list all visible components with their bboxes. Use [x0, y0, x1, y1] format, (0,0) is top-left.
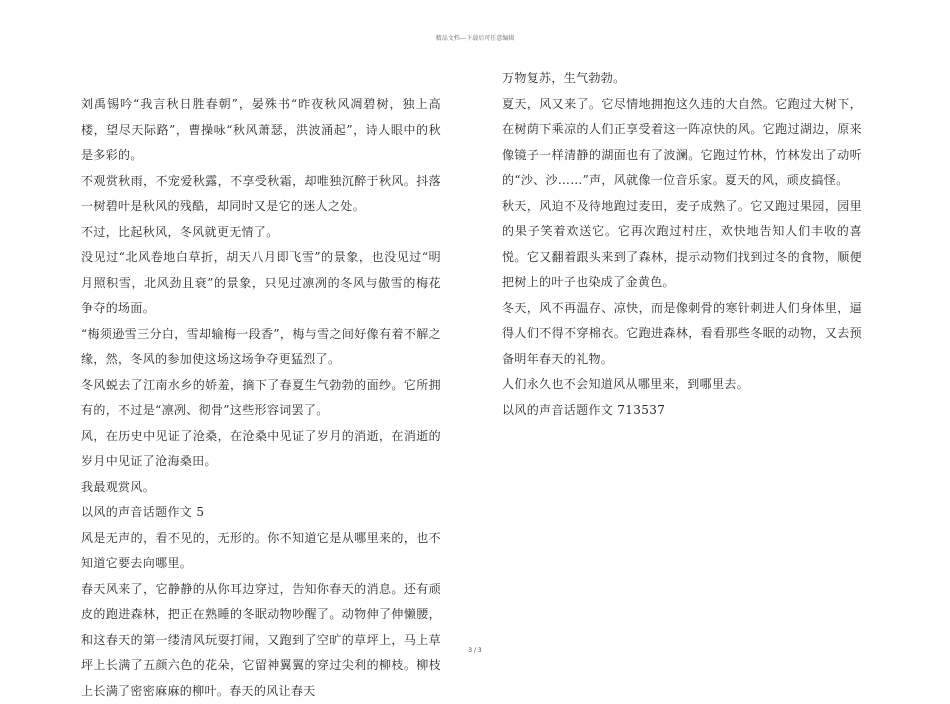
section-heading: 以风的声音话题作文 713537 [502, 398, 862, 424]
paragraph: 我最观赏风。 [81, 475, 441, 501]
paragraph: 不观赏秋雨，不宠爱秋露，不享受秋霜，却唯独沉醉于秋风。抖落一树碧叶是秋风的残酷，却同时又是它的迷人之处。 [81, 169, 441, 220]
section-heading: 以风的声音话题作文 5 [81, 500, 441, 526]
page-number: 3 / 3 [0, 647, 950, 654]
paragraph: 冬风蜕去了江南水乡的娇羞，摘下了春夏生气勃勃的面纱。它所拥有的，不过是“凛冽、彻骨”这些形容词罢了。 [81, 373, 441, 424]
left-text-column [81, 92, 441, 704]
paragraph: 不过，比起秋风，冬风就更无情了。 [81, 220, 441, 246]
paragraph: 万物复苏，生气勃勃。 [502, 66, 862, 92]
paragraph: 刘禹锡吟“我言秋日胜春朝”，晏殊书“昨夜秋风凋碧树，独上高楼，望尽天际路”，曹操咏“秋风萧瑟，洪波涌起”，诗人眼中的秋是多彩的。 [81, 92, 441, 169]
paragraph: 风是无声的，看不见的，无形的。你不知道它是从哪里来的，也不知道它要去向哪里。 [81, 526, 441, 577]
paragraph: 人们永久也不会知道风从哪里来，到哪里去。 [502, 372, 862, 398]
paragraph: 冬天，风不再温存、凉快，而是像刺骨的寒针刺进人们身体里，逼得人们不得不穿棉衣。它跑进森林，看看那些冬眠的动物，又去预备明年春天的礼物。 [502, 296, 862, 373]
paragraph: 春天风来了，它静静的从你耳边穿过，告知你春天的消息。还有顽皮的跑进森林，把正在熟睡的冬眠动物吵醒了。动物伸了伸懒腰，和这春天的第一缕清风玩耍打闹，又跑到了空旷的草坪上，马上草坪上长满了五颜六色的花朵，它留神翼翼的穿过尖利的柳枝。柳枝上长满了密密麻麻的柳叶。春天的风让春天 [81, 577, 441, 704]
paragraph: 风，在历史中见证了沧桑，在沧桑中见证了岁月的消逝，在消逝的岁月中见证了沧海桑田。 [81, 424, 441, 475]
right-text-column [502, 66, 862, 423]
page-header: 精品文档---下载后可任意编辑 [0, 33, 950, 42]
paragraph: 没见过“北风卷地白草折，胡天八月即飞雪”的景象，也没见过“明月照积雪，北风劲且衰”的景象，只见过凛冽的冬风与傲雪的梅花争夺的场面。 [81, 245, 441, 322]
paragraph: 夏天，风又来了。它尽情地拥抱这久违的大自然。它跑过大树下，在树荫下乘凉的人们正享受着这一阵凉快的风。它跑过湖边，原来像镜子一样清静的湖面也有了波澜。它跑过竹林，竹林发出了动听的“沙、沙……”声，风就像一位音乐家。夏天的风，顽皮搞怪。 [502, 92, 862, 194]
paragraph: 秋天，风迫不及待地跑过麦田，麦子成熟了。它又跑过果园，园里的果子笑着欢送它。它再次跑过村庄，欢快地告知人们丰收的喜悦。它又翻着跟头来到了森林，提示动物们找到过冬的食物，顺便把树上的叶子也染成了金黄色。 [502, 194, 862, 296]
paragraph: “梅须逊雪三分白，雪却输梅一段香”，梅与雪之间好像有着不解之缘，然，冬风的参加使这场这场争夺更猛烈了。 [81, 322, 441, 373]
